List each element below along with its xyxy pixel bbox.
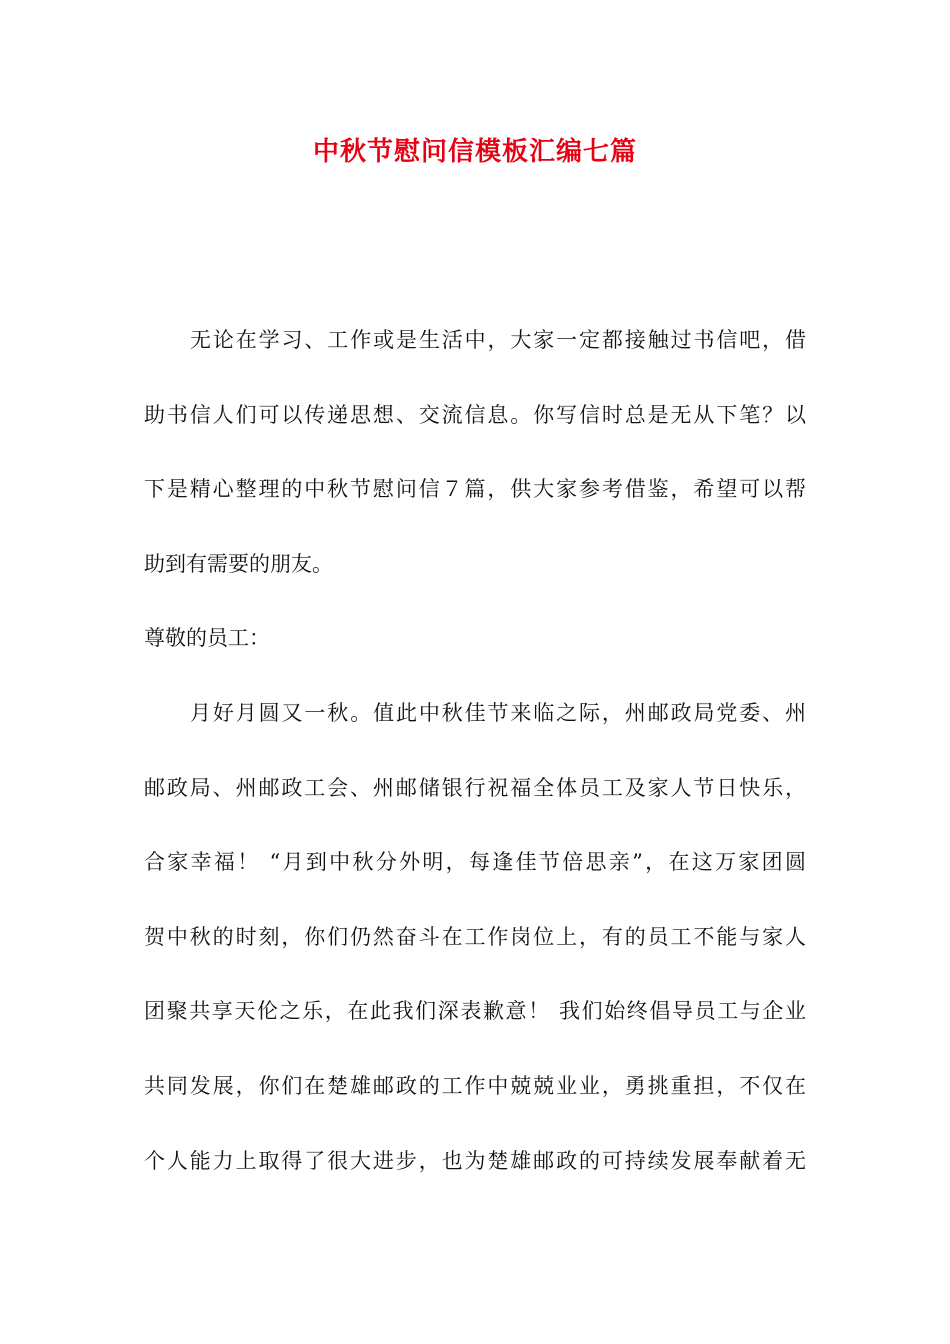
- paragraph-line: 团聚共享天伦之乐，在此我们深表歉意！ 我们始终倡导员工与企业: [144, 999, 806, 1024]
- paragraph-line: 月好月圆又一秋。值此中秋佳节来临之际，州邮政局党委、州: [190, 700, 806, 725]
- paragraph-line: 下是精心整理的中秋节慰问信７篇，供大家参考借鉴，希望可以帮: [144, 477, 806, 502]
- document-title: 中秋节慰问信模板汇编七篇: [312, 137, 637, 167]
- paragraph-line: 个人能力上取得了很大进步，也为楚雄邮政的可持续发展奉献着无: [144, 1148, 806, 1173]
- paragraph-line: 贺中秋的时刻，你们仍然奋斗在工作岗位上，有的员工不能与家人: [144, 924, 806, 949]
- paragraph-line: 邮政局、州邮政工会、州邮储银行祝福全体员工及家人节日快乐，: [144, 775, 806, 800]
- paragraph-line: 助书信人们可以传递思想、交流信息。你写信时总是无从下笔？以: [144, 402, 806, 427]
- paragraph-line: 共同发展，你们在楚雄邮政的工作中兢兢业业，勇挑重担，不仅在: [144, 1073, 806, 1098]
- document-body: [144, 322, 806, 1217]
- paragraph-line: 无论在学习、工作或是生活中，大家一定都接触过书信吧，借: [190, 328, 806, 352]
- salutation-line: 尊敬的员工：: [144, 626, 270, 651]
- paragraph-line: 助到有需要的朋友。: [144, 551, 333, 576]
- paragraph-line: 合家幸福！ “月到中秋分外明，每逢佳节倍思亲”，在这万家团圆: [144, 850, 806, 875]
